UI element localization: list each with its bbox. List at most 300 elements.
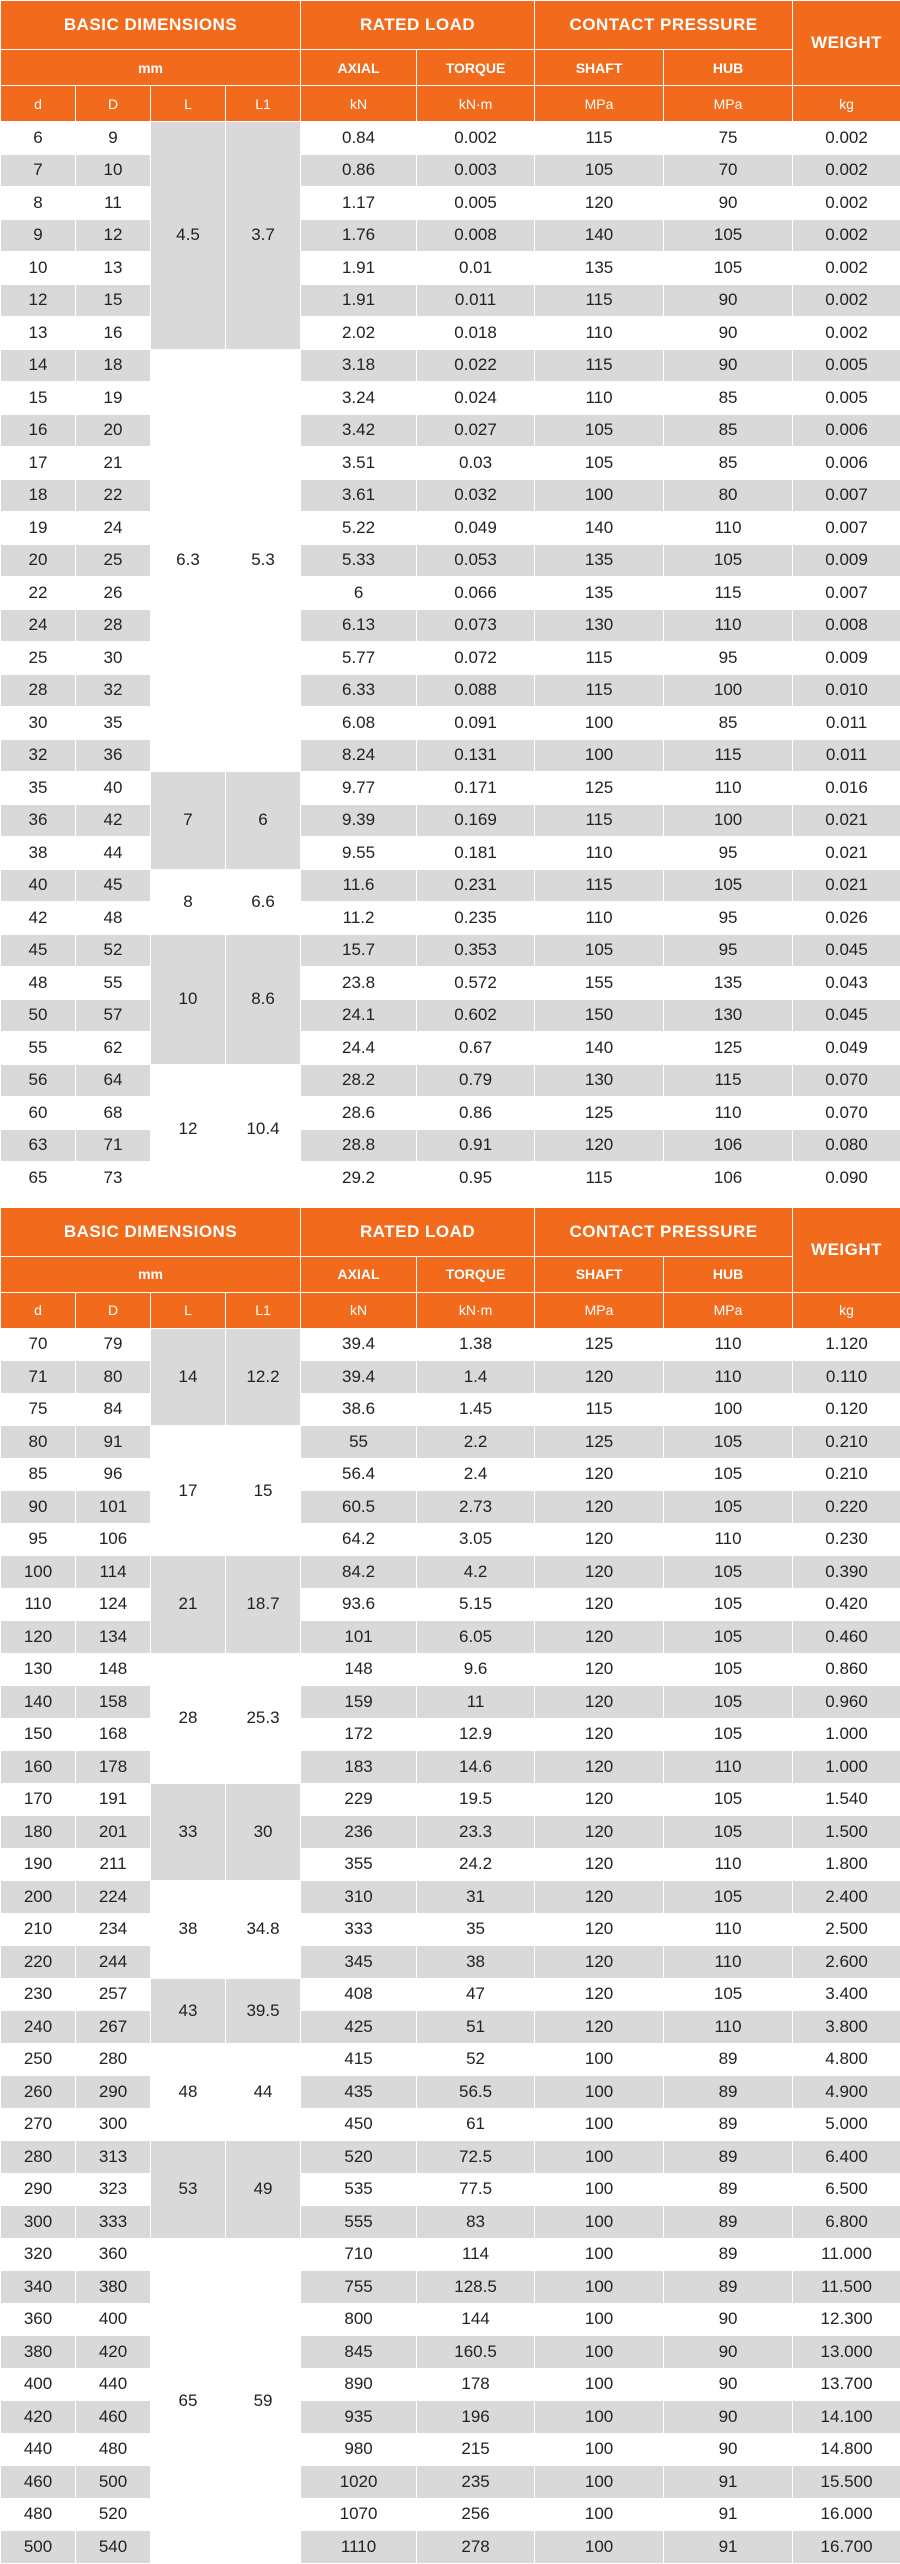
table-row [1, 122, 900, 155]
axial-value: 3.61 [301, 479, 417, 512]
axial-value: 345 [301, 1946, 417, 1979]
torque-value: 0.231 [417, 869, 535, 902]
D-value: 40 [76, 772, 151, 805]
axial-value: 28.6 [301, 1097, 417, 1130]
shaft-pressure-value: 100 [535, 2498, 664, 2531]
d-value: 63 [1, 1129, 76, 1162]
weight-value: 6.400 [793, 2141, 900, 2174]
d-value: 250 [1, 2043, 76, 2076]
unit-kg-label: kg [793, 86, 900, 122]
torque-value: 23.3 [417, 1816, 535, 1849]
torque-value: 0.053 [417, 544, 535, 577]
weight-value: 2.400 [793, 1881, 900, 1914]
d-value: 30 [1, 707, 76, 740]
hub-pressure-value: 105 [664, 1458, 793, 1491]
axial-value: 3.24 [301, 382, 417, 415]
hub-pressure-value: 110 [664, 1848, 793, 1881]
axial-value: 28.8 [301, 1129, 417, 1162]
table-row [1, 1556, 900, 1589]
shaft-pressure-value: 120 [535, 1718, 664, 1751]
shaft-pressure-value: 115 [535, 1393, 664, 1426]
L-value: 17 [151, 1426, 226, 1556]
axial-value: 333 [301, 1913, 417, 1946]
table-row [1, 317, 900, 350]
weight-value: 5.000 [793, 2108, 900, 2141]
torque-value: 1.4 [417, 1361, 535, 1394]
torque-value: 77.5 [417, 2173, 535, 2206]
d-value: 120 [1, 1621, 76, 1654]
weight-value: 0.002 [793, 317, 900, 350]
table-header [1, 1207, 900, 1328]
table-row [1, 1653, 900, 1686]
D-value: 313 [76, 2141, 151, 2174]
D-value: 158 [76, 1686, 151, 1719]
weight-value: 0.021 [793, 837, 900, 870]
table-row [1, 1718, 900, 1751]
d-value: 8 [1, 187, 76, 220]
hub-pressure-value: 89 [664, 2141, 793, 2174]
hub-pressure-value: 110 [664, 1361, 793, 1394]
hub-pressure-value: 105 [664, 1816, 793, 1849]
D-value: 9 [76, 122, 151, 155]
weight-value: 0.070 [793, 1097, 900, 1130]
d-value: 190 [1, 1848, 76, 1881]
contact-pressure-heading: CONTACT PRESSURE [535, 1, 793, 50]
weight-value: 2.500 [793, 1913, 900, 1946]
shaft-pressure-value: 120 [535, 1848, 664, 1881]
D-value: 11 [76, 187, 151, 220]
d-value: 48 [1, 967, 76, 1000]
axial-value: 755 [301, 2271, 417, 2304]
axial-value: 1.91 [301, 284, 417, 317]
table-row [1, 999, 900, 1032]
d-value: 400 [1, 2368, 76, 2401]
d-value: 160 [1, 1751, 76, 1784]
weight-value: 0.002 [793, 154, 900, 187]
torque-value: 0.073 [417, 609, 535, 642]
D-value: 32 [76, 674, 151, 707]
weight-value: 0.120 [793, 1393, 900, 1426]
rated-load-heading: RATED LOAD [301, 1207, 535, 1256]
shaft-pressure-value: 120 [535, 1588, 664, 1621]
axial-value: 9.77 [301, 772, 417, 805]
torque-value: 0.049 [417, 512, 535, 545]
L1-value: 8.6 [226, 934, 301, 1064]
shaft-pressure-value: 100 [535, 2531, 664, 2564]
d-value: 15 [1, 382, 76, 415]
axial-value: 710 [301, 2238, 417, 2271]
axial-value: 435 [301, 2076, 417, 2109]
L1-value: 30 [226, 1783, 301, 1881]
table-row [1, 252, 900, 285]
dimension-table [0, 1207, 900, 2564]
hub-pressure-value: 91 [664, 2498, 793, 2531]
d-value: 35 [1, 772, 76, 805]
table-row [1, 642, 900, 675]
axial-value: 0.84 [301, 122, 417, 155]
axial-value: 6.13 [301, 609, 417, 642]
shaft-pressure-value: 120 [535, 1556, 664, 1589]
col-d-heading: d [1, 1292, 76, 1328]
col-L-heading: L [151, 86, 226, 122]
shaft-pressure-value: 110 [535, 837, 664, 870]
axial-value: 159 [301, 1686, 417, 1719]
hub-pressure-value: 105 [664, 1556, 793, 1589]
D-value: 71 [76, 1129, 151, 1162]
torque-value: 0.86 [417, 1097, 535, 1130]
hub-pressure-value: 85 [664, 414, 793, 447]
D-value: 224 [76, 1881, 151, 1914]
axial-value: 24.4 [301, 1032, 417, 1065]
hub-pressure-value: 95 [664, 902, 793, 935]
table-separator [0, 1195, 900, 1207]
axial-value: 6 [301, 577, 417, 610]
d-value: 19 [1, 512, 76, 545]
hub-pressure-value: 105 [664, 252, 793, 285]
D-value: 91 [76, 1426, 151, 1459]
torque-value: 0.95 [417, 1162, 535, 1195]
d-value: 100 [1, 1556, 76, 1589]
hub-pressure-value: 85 [664, 707, 793, 740]
torque-value: 2.73 [417, 1491, 535, 1524]
axial-value: 101 [301, 1621, 417, 1654]
weight-value: 1.800 [793, 1848, 900, 1881]
D-value: 106 [76, 1523, 151, 1556]
D-value: 22 [76, 479, 151, 512]
table-row [1, 1393, 900, 1426]
weight-value: 0.007 [793, 479, 900, 512]
D-value: 101 [76, 1491, 151, 1524]
shaft-pressure-value: 100 [535, 2401, 664, 2434]
shaft-pressure-value: 100 [535, 707, 664, 740]
hub-pressure-value: 106 [664, 1129, 793, 1162]
hub-pressure-value: 105 [664, 1426, 793, 1459]
torque-value: 0.01 [417, 252, 535, 285]
torque-value: 0.002 [417, 122, 535, 155]
col-L1-heading: L1 [226, 1292, 301, 1328]
weight-value: 15.500 [793, 2466, 900, 2499]
d-value: 140 [1, 1686, 76, 1719]
shaft-pressure-value: 140 [535, 512, 664, 545]
table-row [1, 219, 900, 252]
shaft-pressure-value: 130 [535, 1064, 664, 1097]
weight-value: 0.007 [793, 577, 900, 610]
d-value: 18 [1, 479, 76, 512]
D-value: 13 [76, 252, 151, 285]
weight-value: 14.800 [793, 2433, 900, 2466]
torque-value: 0.027 [417, 414, 535, 447]
table-row [1, 2043, 900, 2076]
weight-value: 0.005 [793, 382, 900, 415]
torque-value: 0.072 [417, 642, 535, 675]
shaft-pressure-value: 100 [535, 2076, 664, 2109]
hub-pressure-value: 95 [664, 934, 793, 967]
D-value: 280 [76, 2043, 151, 2076]
L1-value: 18.7 [226, 1556, 301, 1654]
table-row [1, 512, 900, 545]
L-value: 6.3 [151, 349, 226, 772]
shaft-pressure-value: 120 [535, 1361, 664, 1394]
axial-value: 1070 [301, 2498, 417, 2531]
weight-heading: WEIGHT [793, 1, 900, 86]
table-row [1, 2011, 900, 2044]
axial-value: 3.42 [301, 414, 417, 447]
col-d-heading: d [1, 86, 76, 122]
shaft-pressure-value: 120 [535, 1978, 664, 2011]
d-value: 6 [1, 122, 76, 155]
mm-unit-label: mm [1, 1256, 301, 1292]
torque-value: 52 [417, 2043, 535, 2076]
D-value: 10 [76, 154, 151, 187]
axial-value: 5.77 [301, 642, 417, 675]
table-row [1, 967, 900, 1000]
table-row [1, 934, 900, 967]
d-value: 20 [1, 544, 76, 577]
D-value: 35 [76, 707, 151, 740]
weight-value: 0.110 [793, 1361, 900, 1394]
mm-unit-label: mm [1, 50, 301, 86]
unit-knm-label: kN·m [417, 1292, 535, 1328]
shaft-pressure-value: 120 [535, 187, 664, 220]
table-row [1, 154, 900, 187]
weight-value: 0.045 [793, 999, 900, 1032]
torque-value: 38 [417, 1946, 535, 1979]
torque-value: 0.005 [417, 187, 535, 220]
unit-kn-label: kN [301, 1292, 417, 1328]
table-row [1, 1686, 900, 1719]
table-body [1, 1328, 900, 2563]
axial-value: 450 [301, 2108, 417, 2141]
torque-value: 0.602 [417, 999, 535, 1032]
shaft-pressure-value: 125 [535, 1328, 664, 1361]
torque-value: 0.024 [417, 382, 535, 415]
torque-value: 0.131 [417, 739, 535, 772]
torque-value: 47 [417, 1978, 535, 2011]
hub-pressure-value: 90 [664, 2336, 793, 2369]
d-value: 36 [1, 804, 76, 837]
axial-value: 1.17 [301, 187, 417, 220]
D-value: 114 [76, 1556, 151, 1589]
torque-value: 72.5 [417, 2141, 535, 2174]
d-value: 300 [1, 2206, 76, 2239]
shaft-pressure-value: 150 [535, 999, 664, 1032]
hub-pressure-value: 90 [664, 2303, 793, 2336]
weight-value: 0.009 [793, 642, 900, 675]
D-value: 333 [76, 2206, 151, 2239]
table-row [1, 2206, 900, 2239]
hub-pressure-value: 80 [664, 479, 793, 512]
d-value: 440 [1, 2433, 76, 2466]
hub-pressure-value: 135 [664, 967, 793, 1000]
L-value: 43 [151, 1978, 226, 2043]
hub-pressure-value: 70 [664, 154, 793, 187]
weight-value: 3.400 [793, 1978, 900, 2011]
hub-pressure-value: 105 [664, 1783, 793, 1816]
axial-value: 23.8 [301, 967, 417, 1000]
contact-pressure-heading: CONTACT PRESSURE [535, 1207, 793, 1256]
table-header [1, 1, 900, 122]
L1-value: 12.2 [226, 1328, 301, 1426]
d-value: 60 [1, 1097, 76, 1130]
axial-value: 183 [301, 1751, 417, 1784]
axial-value: 555 [301, 2206, 417, 2239]
hub-pressure-value: 110 [664, 772, 793, 805]
table-row [1, 2108, 900, 2141]
D-value: 124 [76, 1588, 151, 1621]
hub-pressure-value: 89 [664, 2271, 793, 2304]
torque-value: 0.091 [417, 707, 535, 740]
torque-value: 0.79 [417, 1064, 535, 1097]
L-value: 10 [151, 934, 226, 1064]
d-value: 240 [1, 2011, 76, 2044]
D-value: 400 [76, 2303, 151, 2336]
shaft-pressure-value: 155 [535, 967, 664, 1000]
axial-value: 11.2 [301, 902, 417, 935]
table-row [1, 2238, 900, 2271]
torque-value: 196 [417, 2401, 535, 2434]
shaft-pressure-value: 105 [535, 414, 664, 447]
hub-heading: HUB [664, 50, 793, 86]
hub-pressure-value: 89 [664, 2206, 793, 2239]
col-L1-heading: L1 [226, 86, 301, 122]
torque-value: 235 [417, 2466, 535, 2499]
D-value: 57 [76, 999, 151, 1032]
shaft-pressure-value: 120 [535, 1653, 664, 1686]
basic-dimensions-heading: BASIC DIMENSIONS [1, 1, 301, 50]
rated-load-heading: RATED LOAD [301, 1, 535, 50]
shaft-pressure-value: 120 [535, 1946, 664, 1979]
D-value: 380 [76, 2271, 151, 2304]
table-row [1, 1848, 900, 1881]
D-value: 15 [76, 284, 151, 317]
D-value: 191 [76, 1783, 151, 1816]
hub-pressure-value: 105 [664, 1881, 793, 1914]
d-value: 280 [1, 2141, 76, 2174]
hub-pressure-value: 105 [664, 1588, 793, 1621]
table-row [1, 902, 900, 935]
D-value: 16 [76, 317, 151, 350]
weight-value: 0.080 [793, 1129, 900, 1162]
torque-value: 144 [417, 2303, 535, 2336]
table-row [1, 2401, 900, 2434]
table-row [1, 1588, 900, 1621]
weight-value: 0.006 [793, 414, 900, 447]
table-row [1, 1162, 900, 1195]
d-value: 32 [1, 739, 76, 772]
torque-value: 0.088 [417, 674, 535, 707]
hub-pressure-value: 115 [664, 739, 793, 772]
shaft-pressure-value: 100 [535, 2303, 664, 2336]
hub-pressure-value: 110 [664, 1751, 793, 1784]
torque-value: 51 [417, 2011, 535, 2044]
table-row [1, 1426, 900, 1459]
table-row [1, 1783, 900, 1816]
axial-value: 520 [301, 2141, 417, 2174]
axial-value: 1020 [301, 2466, 417, 2499]
torque-heading: TORQUE [417, 1256, 535, 1292]
L-value: 8 [151, 869, 226, 934]
weight-value: 1.000 [793, 1751, 900, 1784]
torque-value: 3.05 [417, 1523, 535, 1556]
axial-value: 64.2 [301, 1523, 417, 1556]
d-value: 25 [1, 642, 76, 675]
hub-pressure-value: 105 [664, 869, 793, 902]
hub-pressure-value: 105 [664, 1653, 793, 1686]
table-row [1, 2336, 900, 2369]
D-value: 480 [76, 2433, 151, 2466]
axial-value: 425 [301, 2011, 417, 2044]
d-value: 85 [1, 1458, 76, 1491]
shaft-pressure-value: 100 [535, 2271, 664, 2304]
basic-dimensions-heading: BASIC DIMENSIONS [1, 1207, 301, 1256]
weight-value: 0.006 [793, 447, 900, 480]
axial-value: 38.6 [301, 1393, 417, 1426]
table-row [1, 1097, 900, 1130]
axial-value: 56.4 [301, 1458, 417, 1491]
weight-value: 4.900 [793, 2076, 900, 2109]
torque-value: 0.011 [417, 284, 535, 317]
d-value: 270 [1, 2108, 76, 2141]
shaft-heading: SHAFT [535, 50, 664, 86]
hub-pressure-value: 90 [664, 284, 793, 317]
L1-value: 6 [226, 772, 301, 870]
D-value: 24 [76, 512, 151, 545]
weight-value: 0.009 [793, 544, 900, 577]
D-value: 323 [76, 2173, 151, 2206]
table-row [1, 1129, 900, 1162]
hub-pressure-value: 85 [664, 447, 793, 480]
d-value: 150 [1, 1718, 76, 1751]
D-value: 28 [76, 609, 151, 642]
D-value: 500 [76, 2466, 151, 2499]
hub-pressure-value: 89 [664, 2173, 793, 2206]
d-value: 70 [1, 1328, 76, 1361]
D-value: 44 [76, 837, 151, 870]
d-value: 14 [1, 349, 76, 382]
axial-value: 55 [301, 1426, 417, 1459]
D-value: 73 [76, 1162, 151, 1195]
table-row [1, 1881, 900, 1914]
d-value: 200 [1, 1881, 76, 1914]
axial-value: 980 [301, 2433, 417, 2466]
torque-value: 31 [417, 1881, 535, 1914]
D-value: 234 [76, 1913, 151, 1946]
weight-value: 0.010 [793, 674, 900, 707]
D-value: 45 [76, 869, 151, 902]
table-row [1, 447, 900, 480]
unit-mpa-hub-label: MPa [664, 1292, 793, 1328]
weight-value: 0.043 [793, 967, 900, 1000]
weight-value: 0.016 [793, 772, 900, 805]
table-row [1, 1032, 900, 1065]
torque-heading: TORQUE [417, 50, 535, 86]
d-value: 500 [1, 2531, 76, 2564]
axial-value: 39.4 [301, 1361, 417, 1394]
shaft-pressure-value: 100 [535, 2173, 664, 2206]
d-value: 260 [1, 2076, 76, 2109]
d-value: 290 [1, 2173, 76, 2206]
L-value: 65 [151, 2238, 226, 2563]
torque-value: 128.5 [417, 2271, 535, 2304]
table-row [1, 2173, 900, 2206]
shaft-pressure-value: 120 [535, 1621, 664, 1654]
weight-value: 0.230 [793, 1523, 900, 1556]
D-value: 440 [76, 2368, 151, 2401]
shaft-pressure-value: 130 [535, 609, 664, 642]
d-value: 24 [1, 609, 76, 642]
hub-pressure-value: 110 [664, 1946, 793, 1979]
hub-pressure-value: 95 [664, 642, 793, 675]
